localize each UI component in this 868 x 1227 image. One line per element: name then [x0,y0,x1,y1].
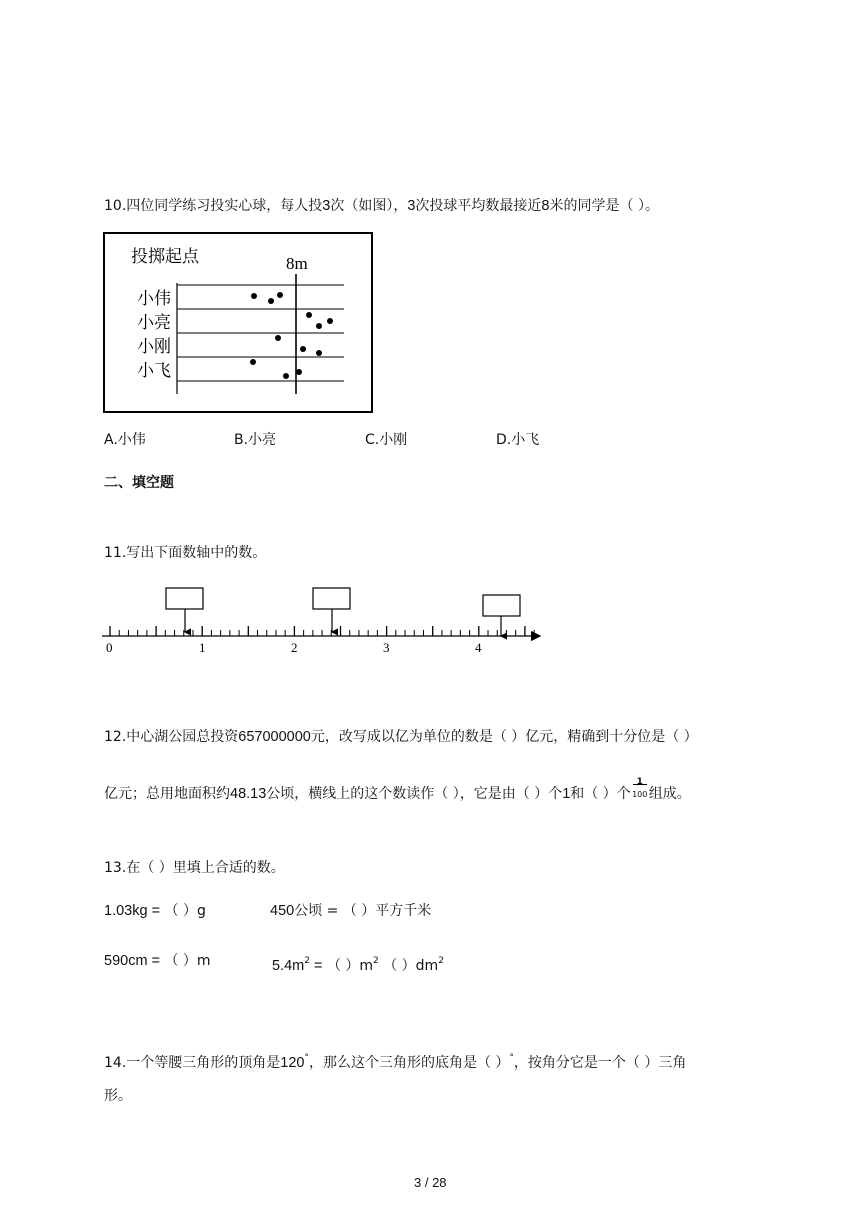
throw-dot [277,292,283,298]
throw-dot [251,293,257,299]
option-a[interactable]: A.小伟 [104,432,146,448]
row-label-xiaofei: 小飞 [137,361,171,380]
question-14-line2: 形。 [104,1088,132,1104]
throw-dot [327,318,333,324]
q13-item-4: $5.4m^2$ = （ ）$m^2$ （ ）$dm^2$ [272,956,444,974]
throw-dot [300,346,306,352]
tick-label: 1 [199,640,206,655]
throw-dot [268,298,274,304]
throw-dot [250,359,256,365]
number-line-ticks [110,626,534,636]
figure-mark-8m: 8m [286,254,308,273]
option-b[interactable]: B.小亮 [234,432,277,448]
answer-box[interactable] [483,595,520,616]
answer-blank[interactable]: （ ）dm [383,958,439,974]
answer-box[interactable] [166,588,203,609]
question-11-text: 11.写出下面数轴中的数。 [104,545,267,561]
throw-dot [316,323,322,329]
row-label-xiaowei: 小伟 [137,289,171,308]
answer-box[interactable] [313,588,350,609]
question-12-line2: 亿元；总用地面积约48.13公顷，横线上的这个数读作（ ），它是由（ ）个1和（ ）个 1 100 组成。 [104,777,691,802]
row-label-xiaoliang: 小亮 [137,313,171,332]
answer-blank[interactable]: （ ）平方千米 [342,903,432,919]
q13-item-2: 450公顷 = （ ）平方千米 [270,903,432,919]
throwing-figure [100,230,376,416]
throw-dot [306,312,312,318]
answer-blank[interactable]: （ ）m [326,958,374,974]
q13-item-1: 1.03kg = （ ）g [104,903,206,919]
fraction-one-hundredth: 1 100 [632,777,648,799]
question-14-line1: 14.一个等腰三角形的顶角是120°，那么这个三角形的底角是（ ）°，按角分它是一个（ ）三角 [104,1053,687,1071]
option-d[interactable]: D.小飞 [496,432,540,448]
q13-item-3: 590cm = （ ）m [104,953,211,969]
figure-heading: 投掷起点 [131,247,199,266]
page-number: 3 / 28 [414,1175,447,1190]
answer-blank[interactable]: （ ）m [164,953,211,969]
throw-dot [275,335,281,341]
throw-dot [283,373,289,379]
question-12-line1: 12.中心湖公园总投资657000000元，改写成以亿为单位的数是（ ）亿元，精确到十分位是（ ） [104,729,698,745]
question-13-text: 13.在（ ）里填上合适的数。 [104,860,285,876]
option-c[interactable]: C.小刚 [365,432,408,448]
throw-dot [296,369,302,375]
answer-blank[interactable]: （ ）g [164,903,206,919]
question-10-text: 10.四位同学练习投实心球，每人投3次（如图），3次投球平均数最接近8米的同学是（ ）。 [104,198,659,214]
row-label-xiaogang: 小刚 [137,337,171,356]
throw-dot [316,350,322,356]
number-line [100,584,548,656]
tick-label: 4 [475,640,482,655]
tick-label: 0 [106,640,113,655]
section-title: 二、填空题 [104,475,174,491]
tick-label: 3 [383,640,390,655]
tick-label: 2 [291,640,298,655]
